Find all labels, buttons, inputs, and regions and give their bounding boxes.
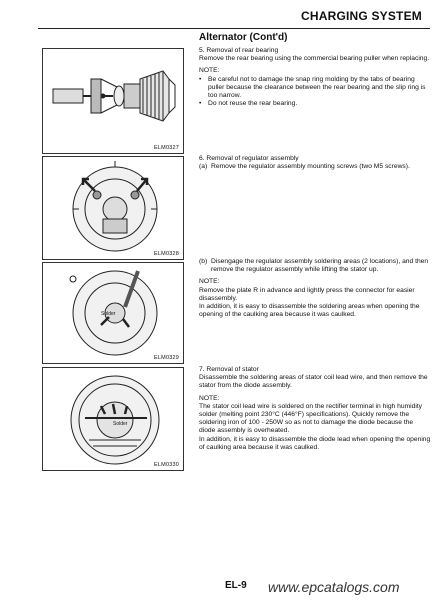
note-label: NOTE: xyxy=(199,67,220,75)
bullet-text: Do not reuse the rear bearing. xyxy=(208,100,298,108)
paragraph: Remove the plate R in advance and lightly press the connector for easier disassembly. xyxy=(199,286,415,302)
sub-step-b xyxy=(199,258,431,274)
note-label: NOTE: xyxy=(199,278,220,286)
figure-regulator-screws xyxy=(42,156,184,260)
paragraph: In addition, it is easy to disassemble the soldering areas when opening the opening of the caulking area because it was caulked. xyxy=(199,303,420,319)
stator-solder-illustration xyxy=(43,368,183,470)
section-title: Alternator (Cont'd) xyxy=(199,32,288,43)
bullet-item xyxy=(199,100,431,108)
paragraph: In addition, it is easy to disassemble the diode lead when opening the opening of caulking area because it was caulked. xyxy=(199,435,431,451)
figure-code: ELM0330 xyxy=(154,462,179,468)
step-heading: 5. Removal of rear bearing xyxy=(199,47,279,54)
text-block-regulator xyxy=(199,155,431,171)
sub-step-text: Remove the regulator assembly mounting screws (two M5 screws). xyxy=(211,163,410,171)
page-header xyxy=(38,6,430,29)
bullet-mark: • xyxy=(199,75,202,83)
step-heading: 6. Removal of regulator assembly xyxy=(199,155,299,162)
section-header-title: CHARGING SYSTEM xyxy=(300,9,422,23)
sub-step-key: (a) xyxy=(199,163,208,171)
solder-callout: Solder xyxy=(113,421,128,427)
note-label: NOTE: xyxy=(199,394,220,402)
figure-code: ELM0328 xyxy=(154,251,179,257)
solder-callout: Solder xyxy=(101,311,116,317)
text-block-rear-bearing xyxy=(199,47,431,108)
figure-code: ELM0329 xyxy=(154,355,179,361)
paragraph: The stator coil lead wire is soldered on the rectifier terminal in high humidity solder (melting point 230°C (446°F) specifications). Quickly remove the soldering iron of 100 - 250W so as not to damage the diode because the diode assembly is overheated. xyxy=(199,402,423,435)
text-block-solder-disengage xyxy=(199,258,431,319)
page-number: EL-9 xyxy=(225,580,247,591)
sub-step-key: (b) xyxy=(199,258,208,265)
bearing-puller-illustration xyxy=(43,49,183,153)
sub-step-text: Disengage the regulator assembly soldering areas (2 locations), and then remove the regulator assembly while lifting the stator up. xyxy=(211,258,429,274)
figure-soldering-areas xyxy=(42,262,184,364)
watermark: www.epcatalogs.com xyxy=(268,579,400,595)
bullet-mark: • xyxy=(199,100,202,108)
step-heading: 7. Removal of stator xyxy=(199,366,259,373)
figure-bearing-puller xyxy=(42,48,184,154)
regulator-screws-illustration xyxy=(43,157,183,259)
paragraph: Disassemble the soldering areas of stator coil lead wire, and then remove the stator from the diode assembly. xyxy=(199,374,428,390)
paragraph: Remove the rear bearing using the commercial bearing puller when replacing. xyxy=(199,55,430,63)
figure-stator-solder xyxy=(42,367,184,471)
bullet-item xyxy=(199,76,431,101)
bullet-text: Be careful not to damage the snap ring molding by the tabs of bearing puller because the clearance between the rear bearing and the slip ring is too narrow. xyxy=(208,75,426,100)
figure-code: ELM0327 xyxy=(154,145,179,151)
sub-step-a xyxy=(199,163,431,171)
text-block-stator xyxy=(199,366,431,452)
